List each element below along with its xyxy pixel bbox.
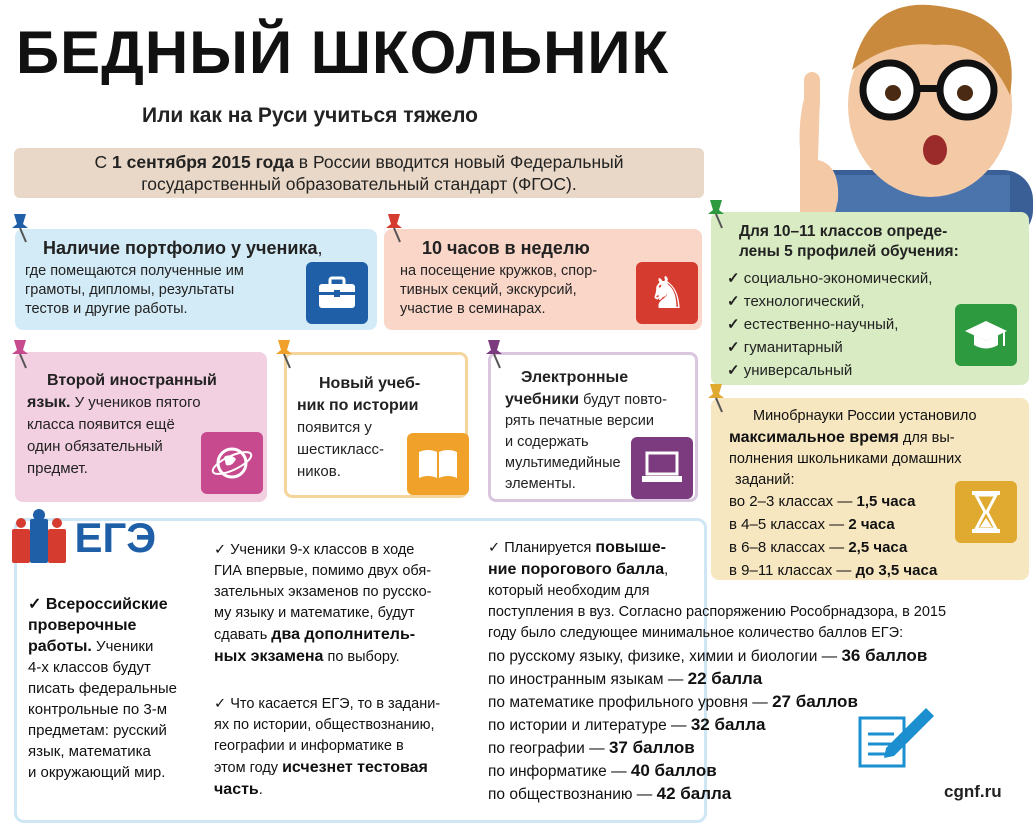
- vpr-heading-line2: проверочные: [28, 617, 137, 634]
- hours-line: на посещение кружков, спор-: [400, 263, 598, 279]
- score-value: 37 баллов: [608, 738, 695, 757]
- page-title: БЕДНЫЙ ШКОЛЬНИК: [16, 19, 670, 86]
- source-label[interactable]: cgnf.ru: [944, 782, 1002, 801]
- intro-prefix: С: [94, 152, 113, 172]
- chess-knight-icon: ♞: [636, 262, 698, 324]
- homework-line: заданий:: [735, 472, 795, 488]
- history-line: появится у: [297, 419, 372, 436]
- threshold-line: году было следующее минимальное количество баллов ЕГЭ:: [488, 625, 904, 641]
- homework-row-label: во 2–3 классах —: [729, 493, 857, 510]
- history-heading-line2: ник по истории: [297, 397, 419, 414]
- pushpin-icon: [704, 196, 734, 230]
- homework-heading: максимальное время: [729, 429, 899, 446]
- score-label: по обществознанию —: [488, 786, 657, 803]
- pushpin-icon: [8, 210, 38, 244]
- score-label: по русскому языку, физике, химии и биологии —: [488, 648, 842, 665]
- briefcase-icon: [306, 262, 368, 324]
- profile-item: ✓ гуманитарный: [727, 336, 932, 359]
- homework-row-label: в 6–8 классах —: [729, 539, 849, 556]
- vpr-line: писать федеральные: [28, 680, 177, 697]
- homework-row-label: в 9–11 классах —: [729, 562, 856, 579]
- gia-line: зательных экзаменов по русско-: [214, 584, 432, 600]
- gia-highlight: два дополнитель-: [271, 626, 416, 643]
- score-label: по информатике —: [488, 763, 631, 780]
- gia-line: по выбору.: [323, 649, 400, 665]
- homework-row: [729, 490, 937, 513]
- hours-heading: 10 часов в неделю: [422, 238, 590, 258]
- gia-line: Ученики 9-х классов в ходе: [230, 542, 415, 558]
- portfolio-head: Наличие портфолио у ученика: [43, 238, 318, 258]
- profiles-heading-line2: лены 5 профилей обучения:: [739, 243, 959, 260]
- etext-line: элементы.: [505, 476, 576, 492]
- etext-line: рять печатные версии: [505, 413, 654, 429]
- vpr-heading-line3: работы.: [28, 638, 92, 655]
- history-line: шестикласс-: [297, 441, 384, 458]
- profile-item: ✓ технологический,: [727, 290, 932, 313]
- open-book-icon: [407, 433, 469, 495]
- hours-line: тивных секций, экскурсий,: [400, 282, 577, 298]
- etext-heading: Электронные: [521, 369, 629, 386]
- score-label: по географии —: [488, 740, 609, 757]
- vpr-heading: Всероссийские: [45, 596, 168, 613]
- homework-line: для вы-: [898, 430, 955, 446]
- portfolio-line: грамоты, дипломы, результаты: [25, 282, 235, 298]
- score-value: 42 балла: [656, 784, 732, 803]
- homework-row-value: 2,5 часа: [848, 539, 908, 556]
- etext-line: будут повто-: [579, 392, 667, 408]
- pushpin-icon: [272, 336, 302, 370]
- gia-block: ✓ Ученики 9-х классов в ходе ГИА впервые, помимо двух обя- зательных экзаменов по русско- му языку и математике, будут сдавать два дополнитель- ных экзамена по выбору.: [214, 540, 476, 668]
- score-row: [488, 668, 948, 691]
- score-value: 32 балла: [690, 715, 766, 734]
- history-line: ников.: [297, 463, 341, 480]
- etext-heading-line2: учебники: [505, 391, 580, 408]
- vpr-block: ✓ Всероссийские проверочные работы. Ученики 4-х классов будут писать федеральные контрольные по 3-м предметам: русский язык, математика и окружающий мир.: [28, 594, 208, 783]
- score-value: 22 балла: [687, 669, 763, 688]
- threshold-line: поступления в вуз. Согласно распоряжению Рособрнадзора, в 2015: [488, 604, 947, 620]
- score-value: 40 баллов: [630, 761, 717, 780]
- score-label: по иностранным языкам —: [488, 671, 688, 688]
- threshold-block: ✓ Планируется повыше- ние порогового балла, который необходим для поступления в вуз. Согласно распоряжению Рособрнадзора, в 2015 году было следующее минимальное количество баллов ЕГЭ:: [488, 537, 1008, 644]
- homework-line: полнения школьниками домашних: [729, 451, 962, 467]
- vpr-line: 4-х классов будут: [28, 659, 151, 676]
- history-heading: Новый учеб-: [319, 375, 421, 392]
- etext-line: мультимедийные: [505, 455, 621, 471]
- homework-row: [729, 513, 937, 536]
- vpr-line: Ученики: [91, 638, 154, 655]
- graduation-cap-icon: [955, 304, 1017, 366]
- threshold-line: который необходим для: [488, 583, 650, 599]
- gia-line: сдавать: [214, 627, 272, 643]
- ege-note-line: .: [258, 782, 263, 798]
- score-value: 27 баллов: [772, 692, 858, 711]
- intro-date: 1 сентября 2015 года: [112, 152, 294, 172]
- pushpin-icon: [8, 336, 38, 370]
- score-value: 36 баллов: [841, 646, 928, 665]
- profiles-heading: Для 10–11 классов опреде-: [739, 223, 948, 240]
- ege-logo-text: ЕГЭ: [74, 514, 157, 561]
- vpr-line: и окружающий мир.: [28, 764, 166, 781]
- score-row: [488, 645, 948, 668]
- homework-row-value: до 3,5 часа: [855, 562, 938, 579]
- page-subtitle: Или как на Руси учиться тяжело: [142, 104, 478, 127]
- hours-line: участие в семинарах.: [400, 301, 546, 317]
- ege-note-highlight: исчезнет тестовая: [282, 759, 428, 776]
- gia-highlight-line2: ных экзамена: [214, 648, 324, 665]
- portfolio-heading: [43, 237, 323, 259]
- language-line: один обязательный: [27, 438, 163, 455]
- intro-banner: [14, 148, 704, 198]
- pushpin-icon: [704, 380, 734, 414]
- hourglass-icon: [955, 481, 1017, 543]
- language-line: У учеников пятого: [70, 394, 201, 411]
- pushpin-icon: [382, 210, 412, 244]
- threshold-highlight: повыше-: [595, 539, 666, 556]
- threshold-line: Планируется: [504, 540, 596, 556]
- portfolio-head-tail: ,: [317, 238, 323, 258]
- ege-note-line: Что касается ЕГЭ, то в задани-: [230, 696, 441, 712]
- threshold-highlight-line2: ние порогового балла: [488, 561, 665, 578]
- profile-item: ✓ естественно-научный,: [727, 313, 932, 336]
- score-label: по математике профильного уровня —: [488, 694, 773, 711]
- ege-note-highlight-line2: часть: [214, 781, 259, 798]
- intro-text-line2: государственный образовательный стандарт (ФГОС).: [141, 174, 577, 194]
- ege-note-line: географии и информатике в: [214, 738, 404, 754]
- pen-paper-icon: [856, 704, 936, 770]
- vpr-line: предметам: русский: [28, 722, 167, 739]
- language-line: класса появится ещё: [27, 416, 175, 433]
- language-heading: Второй иностранный: [47, 372, 217, 389]
- gia-line: му языку и математике, будут: [214, 605, 415, 621]
- laptop-icon: [631, 437, 693, 499]
- profile-item: ✓ социально-экономический,: [727, 267, 932, 290]
- ege-note-line: этом году: [214, 760, 283, 776]
- vpr-line: язык, математика: [28, 743, 151, 760]
- pushpin-icon: [482, 336, 512, 370]
- etext-line: и содержать: [505, 434, 589, 450]
- homework-row-label: в 4–5 классах —: [729, 516, 849, 533]
- ege-logo-icon: [8, 507, 70, 569]
- gia-line: ГИА впервые, помимо двух обя-: [214, 563, 432, 579]
- vpr-line: контрольные по 3-м: [28, 701, 168, 718]
- boy-illustration: [760, 0, 1033, 240]
- portfolio-card: [15, 229, 377, 330]
- homework-row-value: 1,5 часа: [856, 493, 916, 510]
- homework-line: Минобрнауки России установило: [753, 408, 977, 424]
- language-heading-line2: язык.: [27, 394, 71, 411]
- ege-note-block: ✓ Что касается ЕГЭ, то в задани- ях по истории, обществознанию, географии и информатике в этом году исчезнет тестовая часть.: [214, 694, 476, 801]
- score-row: [488, 783, 948, 806]
- ege-logo: [8, 507, 156, 569]
- intro-text: в России вводится новый Федеральный: [293, 152, 624, 172]
- language-line: предмет.: [27, 460, 88, 477]
- language-card: [15, 352, 267, 502]
- profile-item: ✓ универсальный: [727, 359, 932, 382]
- hours-card: [384, 229, 702, 330]
- portfolio-line: где помещаются полученные им: [25, 263, 244, 279]
- globe-icon: [201, 432, 263, 494]
- portfolio-line: тестов и другие работы.: [25, 301, 188, 317]
- ege-note-line: ях по истории, обществознанию,: [214, 717, 435, 733]
- threshold-line: ,: [664, 562, 669, 578]
- history-card: [284, 352, 468, 498]
- score-label: по истории и литературе —: [488, 717, 691, 734]
- profiles-card: [711, 212, 1029, 385]
- etextbook-card: [488, 352, 698, 502]
- homework-row-value: 2 часа: [848, 516, 895, 533]
